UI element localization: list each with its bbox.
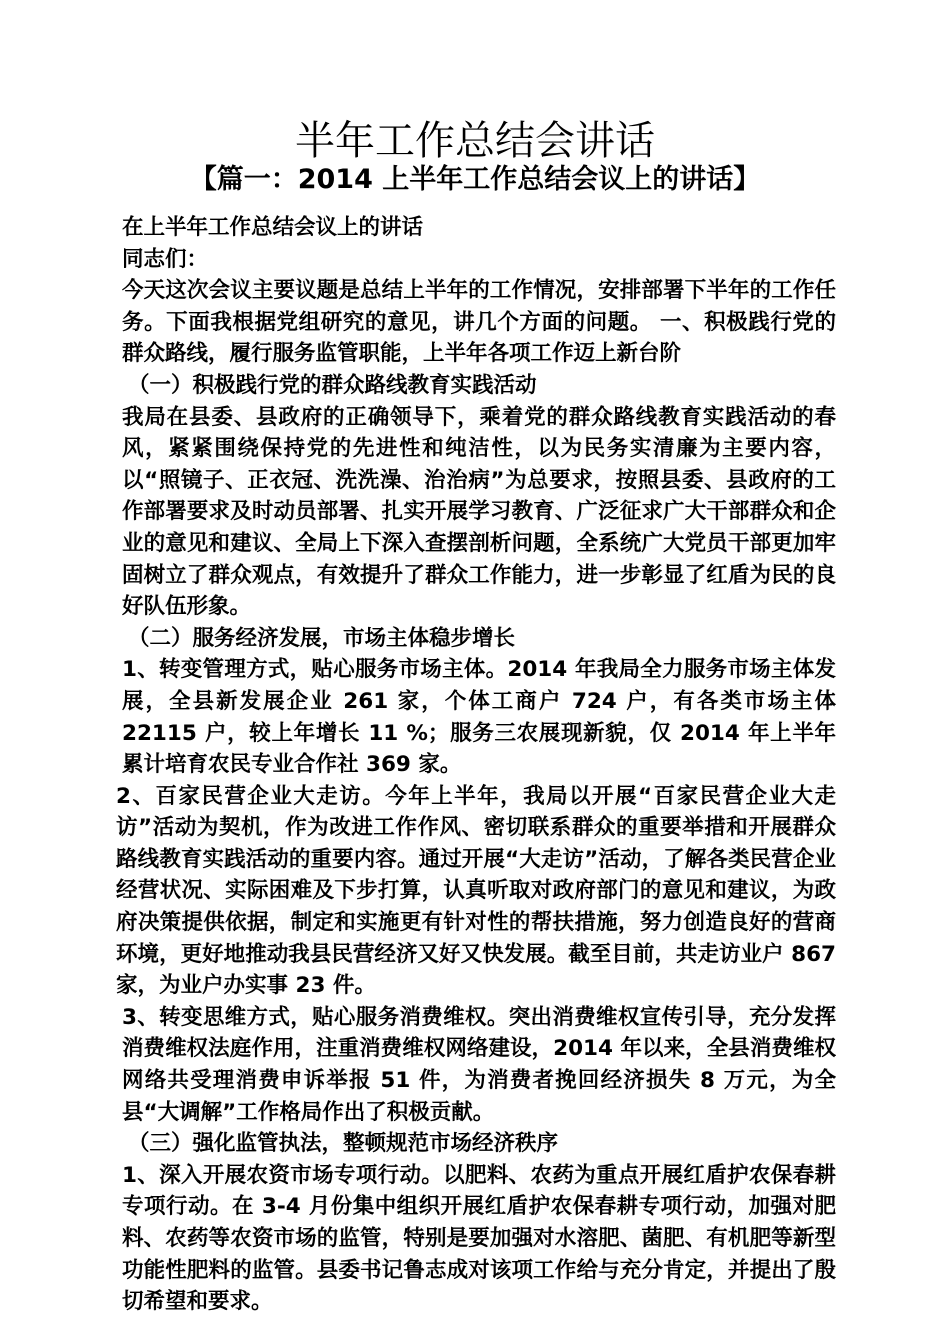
section-heading: （三）强化监管执法，整顿规范市场经济秩序 xyxy=(128,1131,559,1157)
body-paragraph: 1、深入开展农资市场专项行动。以肥料、农药为重点开展红盾护农保春耕专项行动。在 3-4 月份集中组织开展红盾护农保春耕专项行动，加强对肥料、农药等农资市场的监管，特别是要加强对水溶肥、菌肥、有机肥等新型功能性肥料的监管。县委书记鲁志成对该项工作给与充分肯定，并提出了殷切希望和要求。 xyxy=(122,1162,836,1315)
section-heading: （一）积极践行党的群众路线教育实践活动 xyxy=(128,372,537,398)
document-title: 半年工作总结会讲话 xyxy=(295,118,655,164)
speech-heading: 在上半年工作总结会议上的讲话 xyxy=(122,215,424,240)
body-paragraph: 1、转变管理方式，贴心服务市场主体。2014 年我局全力服务市场主体发展，全县新发展企业 261 家，个体工商户 724 户，有各类市场主体 22115 户，较上年增长 11 %；服务三农展现新貌，仅 2014 年上半年累计培育农民专业合作社 369 家。 xyxy=(122,657,836,778)
body-paragraph: 今天这次会议主要议题是总结上半年的工作情况，安排部署下半年的工作任务。下面我根据党组研究的意见，讲几个方面的问题。 一、积极践行党的群众路线，履行服务监管职能，上半年各项工作迈上新台阶 xyxy=(122,278,836,367)
body-paragraph: 3、转变思维方式，贴心服务消费维权。突出消费维权宣传引导，充分发挥消费维权法庭作用，注重消费维权网络建设，2014 年以来，全县消费维权网络共受理消费申诉举报 51 件，为消费者挽回经济损失 8 万元，为全县“大调解”工作格局作出了积极贡献。 xyxy=(122,1004,836,1125)
document-subtitle: 【篇一：2014 上半年工作总结会议上的讲话】 xyxy=(189,164,761,195)
body-paragraph: 我局在县委、县政府的正确领导下，乘着党的群众路线教育实践活动的春风，紧紧围绕保持党的先进性和纯洁性，以为民务实清廉为主要内容，以“照镜子、正衣冠、洗洗澡、治治病”为总要求，按照县委、县政府的工作部署要求及时动员部署、扎实开展学习教育、广泛征求广大干部群众和企业的意见和建议、全局上下深入查摆剖析问题，全系统广大党员干部更加牢固树立了群众观点，有效提升了群众工作能力，进一步彰显了红盾为民的良好队伍形象。 xyxy=(122,404,836,620)
body-paragraph: 2、百家民营企业大走访。今年上半年，我局以开展“百家民营企业大走访”活动为契机，作为改进工作作风、密切联系群众的重要举措和开展群众路线教育实践活动的重要内容。通过开展“大走访”活动，了解各类民营企业经营状况、实际困难及下步打算，认真听取对政府部门的意见和建议，为政府决策提供依据，制定和实施更有针对性的帮扶措施，努力创造良好的营商环境，更好地推动我县民营经济又好又快发展。截至目前，共走访业户 867 家，为业户办实事 23 件。 xyxy=(116,783,836,999)
salutation: 同志们： xyxy=(122,246,209,272)
section-heading: （二）服务经济发展，市场主体稳步增长 xyxy=(128,625,516,651)
document-body xyxy=(116,212,836,1318)
